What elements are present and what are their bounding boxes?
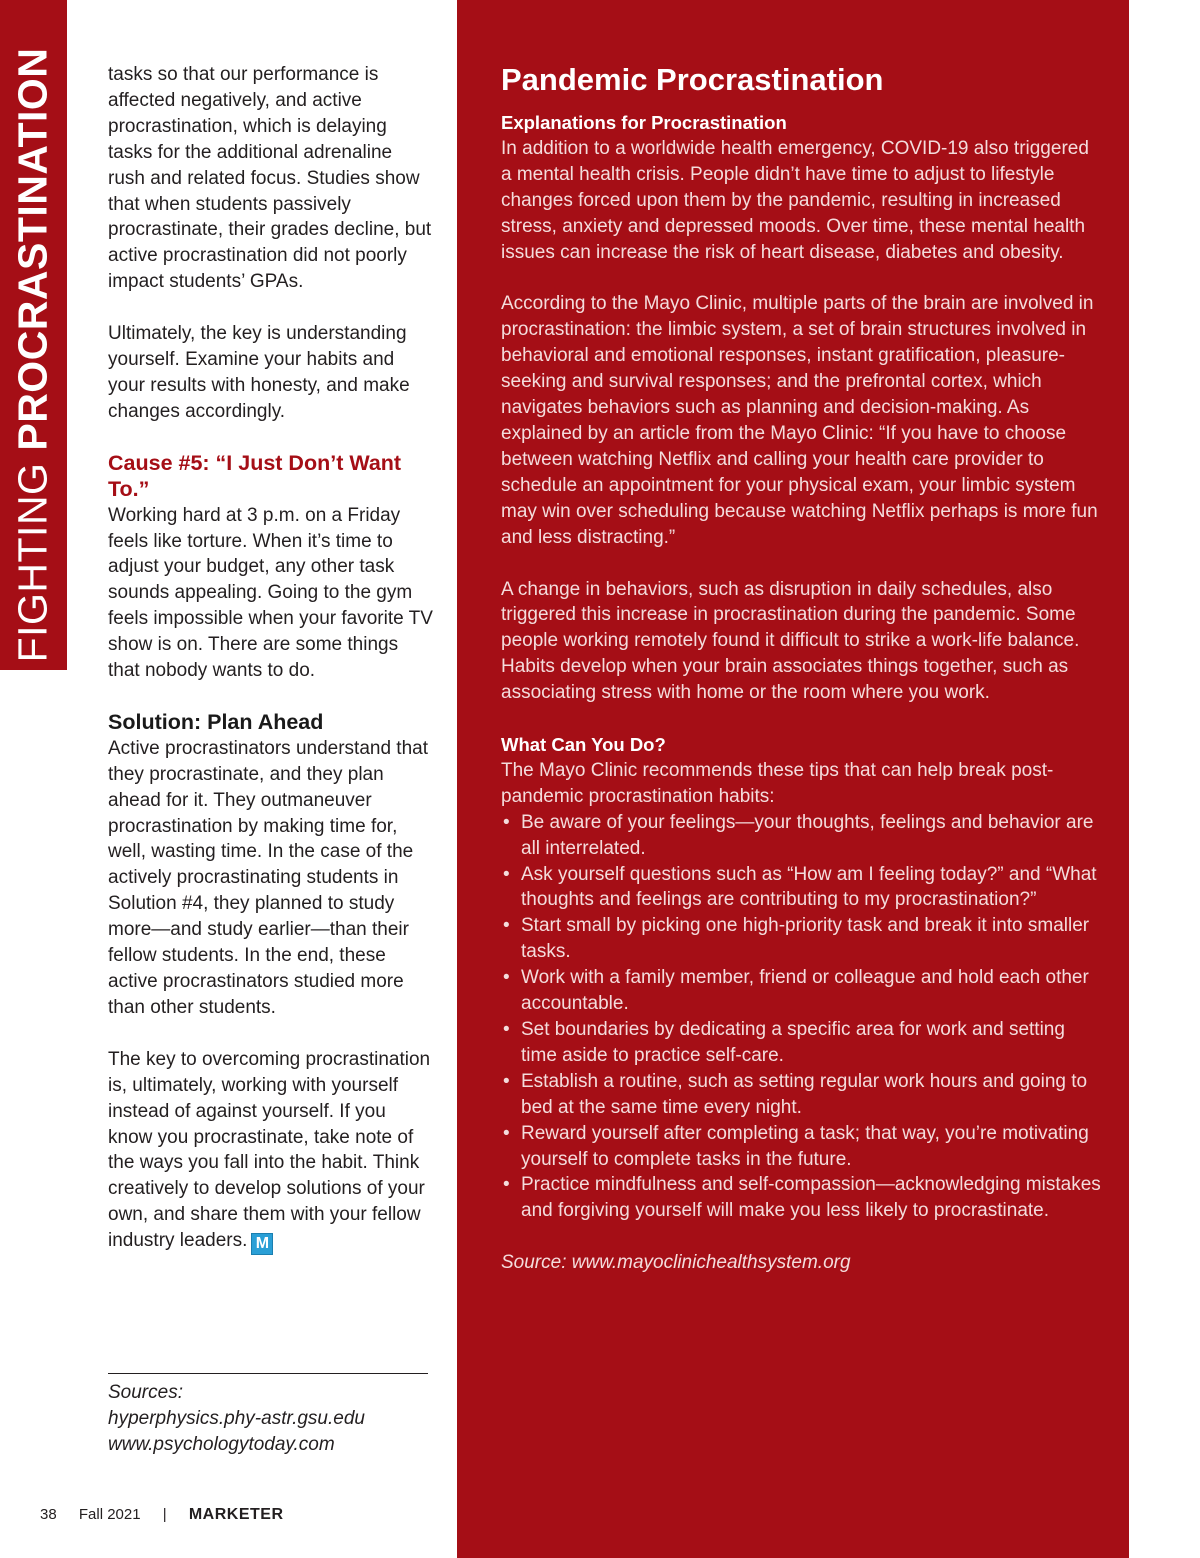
- section-tab-label: [9, 47, 56, 663]
- tip-item: • Reward yourself after completing a task; that way, you’re motivating yourself to complete tasks in the future.: [501, 1121, 1101, 1173]
- tips-list: [501, 810, 1101, 1225]
- left-paragraph-5-text: The key to overcoming procrastination is, ultimately, working with yourself instead of against yourself. If you know you procrastinate, take note of the ways you fall into the habit. Think creatively to develop solutions of your own, and share them with your fellow industry leaders.: [108, 1048, 431, 1252]
- page-footer: [40, 1506, 284, 1524]
- tip-item: • Be aware of your feelings—your thoughts, feelings and behavior are all interrelated.: [501, 810, 1101, 862]
- sources-divider: [108, 1373, 428, 1374]
- tip-item: • Start small by picking one high-priority task and break it into smaller tasks.: [501, 913, 1101, 965]
- left-paragraph-5: [108, 1047, 433, 1255]
- sidebar-paragraph-2: According to the Mayo Clinic, multiple parts of the brain are involved in procrastination: the limbic system, a set of brain structures involved in behavioral and emotional responses, instant gratification, pleasure-seeking and survival responses; and the prefrontal cortex, which navigates behaviors such as planning and decision-making. As explained by an article from the Mayo Clinic: “If you have to choose between watching Netflix and calling your health care provider to schedule an appointment for your physical exam, your limbic system may win over scheduling because watching Netflix perhaps is more fun and less distracting.”: [501, 293, 1098, 548]
- marketer-end-icon: M: [251, 1233, 273, 1255]
- issue-label: Fall 2021: [78, 1506, 141, 1523]
- sources-block: [108, 1380, 365, 1458]
- solution-heading: Solution: Plan Ahead: [108, 709, 324, 734]
- tip-item: • Practice mindfulness and self-compassion—acknowledging mistakes and forgiving yourself will make you less likely to procrastinate.: [501, 1172, 1101, 1224]
- left-paragraph-3: Working hard at 3 p.m. on a Friday feels like torture. When it’s time to adjust your budget, any other task sounds appealing. Going to the gym feels impossible when your favorite TV show is on. There are some things that nobody wants to do.: [108, 504, 433, 682]
- section-tab-bold: PROCRASTINATION: [9, 47, 56, 451]
- sidebar-content: [501, 60, 1101, 1276]
- source-item: hyperphysics.phy-astr.gsu.edu: [108, 1407, 365, 1429]
- tip-item: • Ask yourself questions such as “How am I feeling today?” and “What thoughts and feelings are contributing to my procrastination?”: [501, 862, 1101, 914]
- magazine-logo: MARKETER: [188, 1506, 284, 1523]
- tip-item: • Establish a routine, such as setting regular work hours and going to bed at the same time every night.: [501, 1069, 1101, 1121]
- sidebar-subheading-explanations: Explanations for Procrastination: [501, 112, 787, 133]
- section-tab: [0, 0, 67, 670]
- tip-item: • Set boundaries by dedicating a specific area for work and setting time aside to practice self-care.: [501, 1017, 1101, 1069]
- left-paragraph-1: tasks so that our performance is affected negatively, and active procrastination, which is delaying tasks for the additional adrenaline rush and related focus. Studies show that when students passively procrastinate, their grades decline, but active procrastination did not poorly impact students’ GPAs.: [108, 64, 432, 293]
- tip-item: • Work with a family member, friend or colleague and hold each other accountable.: [501, 965, 1101, 1017]
- left-column: [108, 62, 433, 1255]
- sidebar-paragraph-1: In addition to a worldwide health emergency, COVID-19 also triggered a mental health crisis. People didn’t have time to adjust to lifestyle changes forced upon them by the pandemic, resulting in increased stress, anxiety and depressed moods. Over time, these mental health issues can increase the risk of heart disease, diabetes and obesity.: [501, 137, 1089, 263]
- left-paragraph-4: Active procrastinators understand that they procrastinate, and they plan ahead for it. They outmaneuver procrastination by making time for, well, wasting time. In the case of the actively procrastinating students in Solution #4, they planned to study more—and study earlier—than their fellow students. In the end, these active procrastinators studied more than other students.: [108, 737, 429, 1018]
- sidebar-paragraph-3: A change in behaviors, such as disruption in daily schedules, also triggered this increase in procrastination during the pandemic. Some people working remotely found it difficult to strike a work-life balance. Habits develop when your brain associates things together, such as associating stress with home or the room where you work.: [501, 578, 1080, 704]
- footer-separator: |: [162, 1506, 167, 1523]
- left-paragraph-2: Ultimately, the key is understanding yourself. Examine your habits and your results with honesty, and make changes accordingly.: [108, 323, 410, 422]
- sidebar-title: Pandemic Procrastination: [501, 62, 884, 97]
- page-number: 38: [40, 1506, 57, 1523]
- sidebar-subheading-what-can-you-do: What Can You Do?: [501, 734, 666, 756]
- cause-heading: Cause #5: “I Just Don’t Want To.”: [108, 450, 402, 501]
- source-item: www.psychologytoday.com: [108, 1433, 335, 1455]
- section-tab-light: FIGHTING: [9, 450, 56, 663]
- sidebar-paragraph-4: The Mayo Clinic recommends these tips that can help break post-pandemic procrastination habits:: [501, 759, 1054, 807]
- sources-label: Sources:: [108, 1382, 183, 1403]
- sidebar-source: Source: www.mayoclinichealthsystem.org: [501, 1252, 851, 1274]
